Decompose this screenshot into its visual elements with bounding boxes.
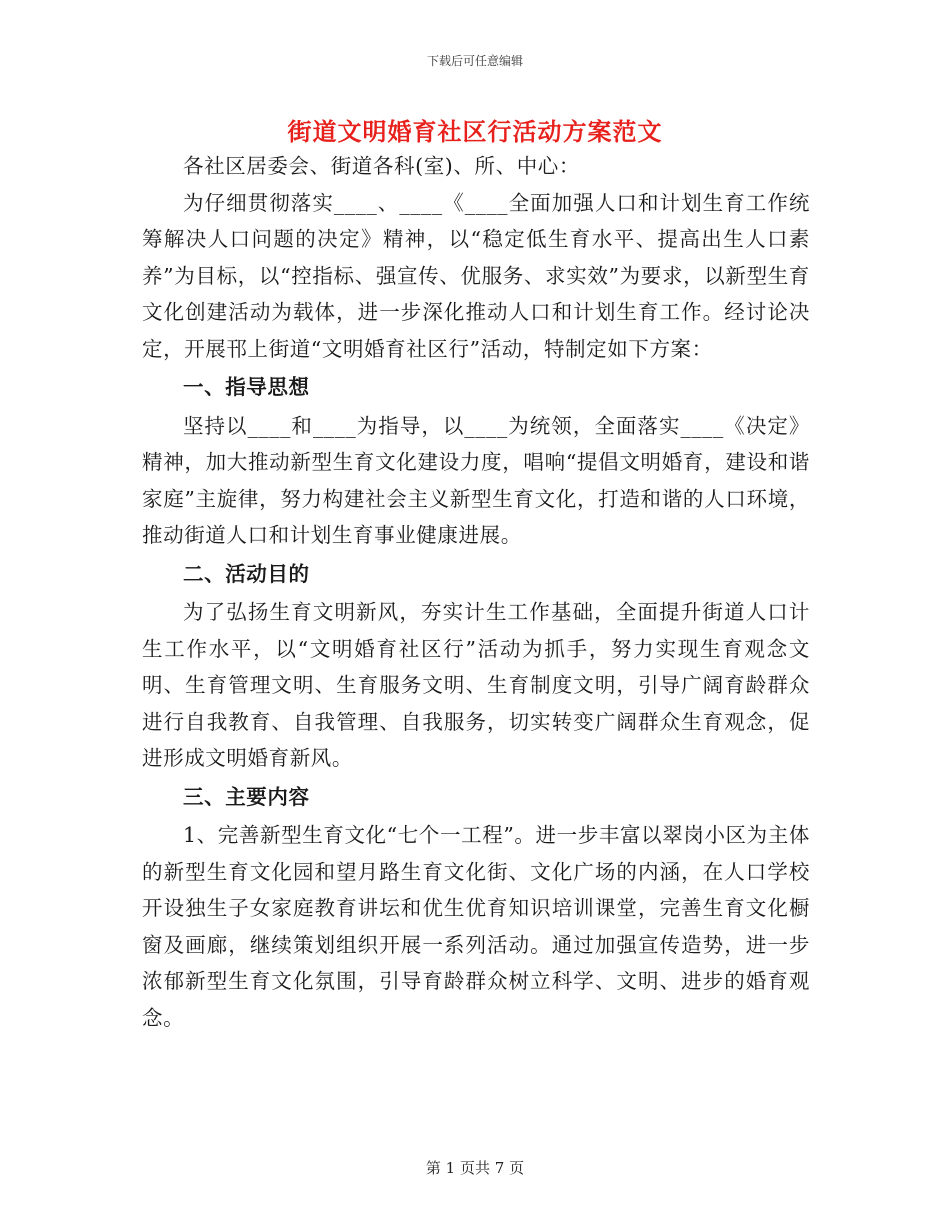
section-heading-main-content: 三、主要内容 <box>183 784 310 809</box>
section-heading-activity-purpose: 二、活动目的 <box>183 561 310 586</box>
document-title: 街道文明婚育社区行活动方案范文 <box>287 117 663 146</box>
document-body <box>142 148 810 1036</box>
intro-paragraph: 为仔细贯彻落实____、____《____全面加强人口和计划生育工作统筹解决人口问题的决定》精神，以“稳定低生育水平、提高出生人口素养”为目标，以“控指标、强宣传、优服务、求实效”为要求，以新型生育文化创建活动为载体，进一步深化推动人口和计划生育工作。经讨论决定，开展邗上街道“文明婚育社区行”活动，特制定如下方案： <box>142 190 810 361</box>
salutation-paragraph: 各社区居委会、街道各科(室)、所、中心： <box>183 154 580 178</box>
page-header: 下载后可任意编辑 <box>426 54 523 68</box>
main-content-item-1-paragraph: 1、完善新型生育文化“七个一工程”。进一步丰富以翠岗小区为主体的新型生育文化园和望月路生育文化街、文化广场的内涵，在人口学校开设独生子女家庭教育讲坛和优生优育知识培训课堂，完善生育文化橱窗及画廊，继续策划组织开展一系列活动。通过加强宣传造势，进一步浓郁新型生育文化氛围，引导育龄群众树立科学、文明、进步的婚育观念。 <box>142 823 810 1030</box>
section-heading-guiding-ideology: 一、指导思想 <box>183 375 310 399</box>
guiding-ideology-paragraph: 坚持以____和____为指导，以____为统领，全面落实____《决定》精神，加大推动新型生育文化建设力度，唱响“提倡文明婚育，建设和谐家庭”主旋律，努力构建社会主义新型生育文化，打造和谐的人口环境，推动街道人口和计划生育事业健康进展。 <box>142 413 810 547</box>
activity-purpose-paragraph: 为了弘扬生育文明新风，夯实计生工作基础，全面提升街道人口计生工作水平，以“文明婚育社区行”活动为抓手，努力实现生育观念文明、生育管理文明、生育服务文明、生育制度文明，引导广阔育龄群众进行自我教育、自我管理、自我服务，切实转变广阔群众生育观念，促进形成文明婚育新风。 <box>142 600 810 770</box>
page-footer: 第 1 页共 7 页 <box>425 1159 525 1177</box>
